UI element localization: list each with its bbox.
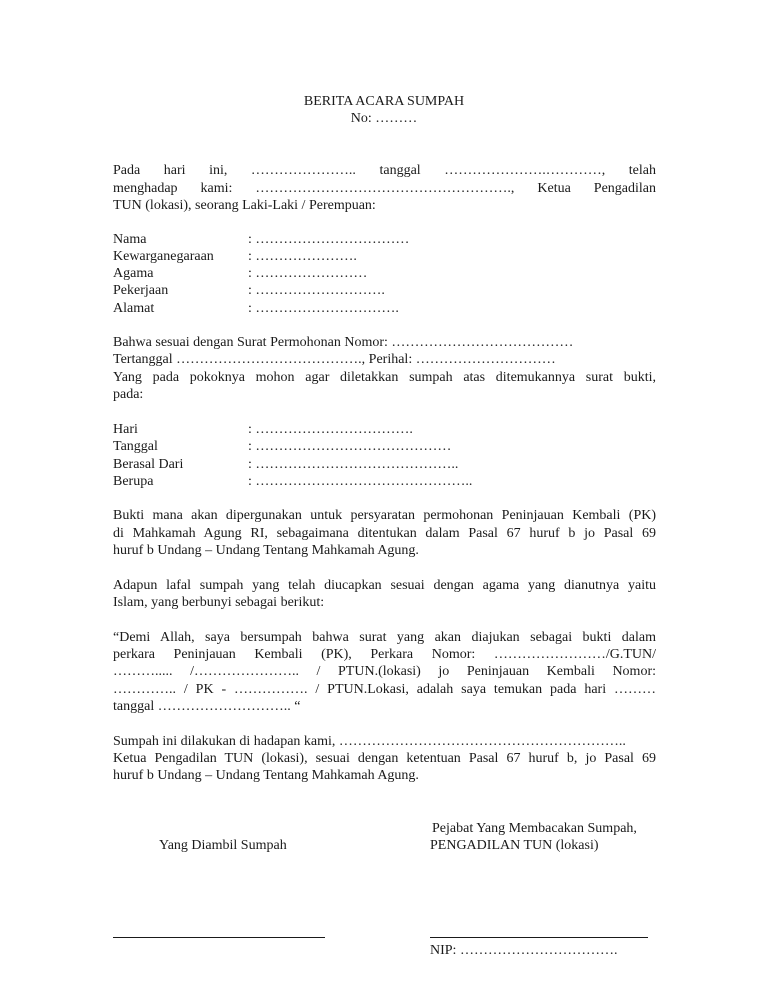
- identity-value-alamat: : ………………………….: [248, 301, 399, 316]
- request-line-1: Bahwa sesuai dengan Surat Permohonan Nomor: …………………………………: [113, 335, 574, 350]
- signature-right-title: Pejabat Yang Membacakan Sumpah,: [432, 821, 637, 836]
- document-title: BERITA ACARA SUMPAH: [303, 94, 465, 109]
- identity-label-pekerjaan: Pekerjaan: [113, 283, 169, 298]
- identity-value-nama: : ……………………………: [248, 232, 410, 247]
- opening-line-2: menghadap kami: ………………………………………………., Ketua Pengadilan: [113, 181, 656, 196]
- oath-intro-line-2: Islam, yang berbunyi sebagai berikut:: [113, 595, 325, 610]
- discovery-label-hari: Hari: [113, 422, 138, 437]
- discovery-value-tanggal: : ……………………………………: [248, 439, 452, 454]
- purpose-line-3: huruf b Undang – Undang Tentang Mahkamah Agung.: [113, 543, 419, 558]
- document-number: No: ………: [350, 111, 418, 126]
- identity-label-nama: Nama: [113, 232, 147, 247]
- purpose-line-2: di Mahkamah Agung RI, sebagaimana ditentukan dalam Pasal 67 huruf b jo Pasal 69: [113, 526, 656, 541]
- discovery-value-berasal-dari: : ……………………………………..: [248, 457, 459, 472]
- closing-line-3: huruf b Undang – Undang Tentang Mahkamah Agung.: [113, 768, 419, 783]
- oath-line-2: perkara Peninjauan Kembali (PK), Perkara Nomor: ……………………/G.TUN/: [113, 647, 656, 662]
- discovery-value-berupa: : ………………………………………..: [248, 474, 473, 489]
- oath-intro-line-1: Adapun lafal sumpah yang telah diucapkan sesuai dengan agama yang dianutnya yaitu: [113, 578, 656, 593]
- oath-line-1: “Demi Allah, saya bersumpah bahwa surat yang akan diajukan sebagai bukti dalam: [113, 630, 656, 645]
- opening-line-3: TUN (lokasi), seorang Laki-Laki / Perempuan:: [113, 198, 376, 213]
- signature-right-org: PENGADILAN TUN (lokasi): [430, 838, 599, 853]
- identity-label-kewarganegaraan: Kewarganegaraan: [113, 249, 214, 264]
- signature-line-left: [113, 937, 325, 938]
- closing-line-2: Ketua Pengadilan TUN (lokasi), sesuai dengan ketentuan Pasal 67 huruf b, jo Pasal 69: [113, 751, 656, 766]
- signature-line-right: [430, 937, 648, 938]
- request-line-3: Yang pada pokoknya mohon agar diletakkan sumpah atas ditemukannya surat bukti,: [113, 370, 656, 385]
- request-line-4: pada:: [113, 387, 144, 402]
- discovery-label-berupa: Berupa: [113, 474, 154, 489]
- nip-field: NIP: …………………………….: [430, 943, 618, 958]
- purpose-line-1: Bukti mana akan dipergunakan untuk persyaratan permohonan Peninjauan Kembali (PK): [113, 508, 656, 523]
- identity-label-alamat: Alamat: [113, 301, 155, 316]
- discovery-label-berasal-dari: Berasal Dari: [113, 457, 184, 472]
- oath-line-3: ………..... /………………….. / PTUN.(lokasi) jo Peninjauan Kembali Nomor:: [113, 664, 656, 679]
- signature-left-label: Yang Diambil Sumpah: [159, 838, 287, 853]
- opening-line-1: Pada hari ini, ………………….. tanggal ………………….…………, telah: [113, 163, 656, 178]
- oath-line-4: ………….. / PK - ……………. / PTUN.Lokasi, adalah saya temukan pada hari ………: [113, 682, 656, 697]
- identity-value-kewarganegaraan: : ………………….: [248, 249, 357, 264]
- discovery-label-tanggal: Tanggal: [113, 439, 158, 454]
- identity-value-pekerjaan: : ……………………….: [248, 283, 385, 298]
- oath-line-5: tanggal ……………………….. “: [113, 699, 301, 714]
- discovery-value-hari: : …………………………….: [248, 422, 413, 437]
- identity-label-agama: Agama: [113, 266, 154, 281]
- request-line-2: Tertanggal …………………………………., Perihal: …………………………: [113, 352, 556, 367]
- closing-line-1: Sumpah ini dilakukan di hadapan kami, ……………………………………………………..: [113, 734, 626, 749]
- identity-value-agama: : ……………………: [248, 266, 368, 281]
